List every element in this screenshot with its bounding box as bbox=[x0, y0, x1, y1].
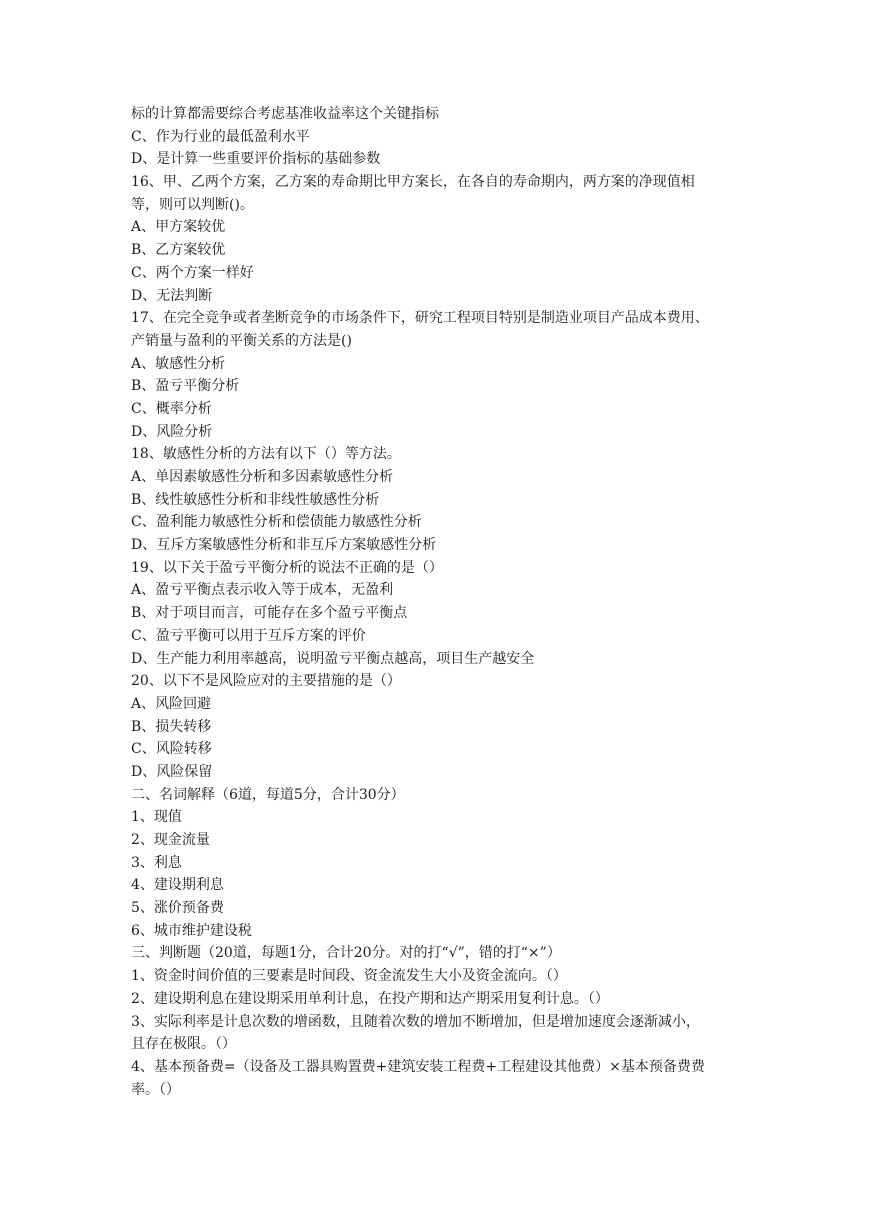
option-a: A、风险回避 bbox=[131, 695, 212, 712]
text-line: 标的计算都需要综合考虑基准收益率这个关键指标 bbox=[131, 106, 439, 122]
option-c: C、风险转移 bbox=[131, 741, 212, 758]
term-item: 6、城市维护建设税 bbox=[131, 922, 252, 939]
question-19: 19、以下关于盈亏平衡分析的说法不正确的是（） bbox=[131, 559, 443, 576]
option-b: B、对于项目而言，可能存在多个盈亏平衡点 bbox=[131, 605, 408, 622]
judgement-item: 4、基本预备费=（设备及工器具购置费+建筑安装工程费+工程建设其他费）×基本预备费费 bbox=[131, 1058, 705, 1075]
option-a: A、敏感性分析 bbox=[131, 355, 226, 372]
section-heading: 三、判断题（20道，每题1分，合计20分。对的打“√”，错的打“×”） bbox=[131, 945, 561, 962]
question-16-cont: 等，则可以判断()。 bbox=[131, 196, 254, 213]
term-item: 4、建设期利息 bbox=[131, 877, 224, 894]
term-item: 1、现值 bbox=[131, 809, 182, 826]
question-18: 18、敏感性分析的方法有以下（）等方法。 bbox=[131, 446, 401, 463]
option-c: C、作为行业的最低盈利水平 bbox=[131, 128, 310, 145]
term-item: 3、利息 bbox=[131, 854, 182, 871]
option-d: D、风险分析 bbox=[131, 423, 213, 440]
option-d: D、无法判断 bbox=[131, 287, 213, 304]
option-b: B、乙方案较优 bbox=[131, 242, 226, 259]
judgement-item: 3、实际利率是计息次数的增函数，且随着次数的增加不断增加，但是增加速度会逐渐减小， bbox=[131, 1013, 700, 1030]
option-d: D、互斥方案敏感性分析和非互斥方案敏感性分析 bbox=[131, 537, 437, 554]
option-b: B、线性敏感性分析和非线性敏感性分析 bbox=[131, 491, 380, 508]
judgement-item: 2、建设期利息在建设期采用单利计息，在投产期和达产期采用复利计息。（） bbox=[131, 990, 609, 1007]
judgement-item: 1、资金时间价值的三要素是时间段、资金流发生大小及资金流向。（） bbox=[131, 968, 567, 985]
judgement-item-cont: 且存在极限。（） bbox=[131, 1036, 236, 1053]
option-d: D、风险保留 bbox=[131, 763, 213, 780]
option-a: A、单因素敏感性分析和多因素敏感性分析 bbox=[131, 469, 394, 485]
term-item: 5、涨价预备费 bbox=[131, 900, 224, 917]
question-20: 20、以下不是风险应对的主要措施的是（） bbox=[131, 673, 401, 690]
option-b: B、盈亏平衡分析 bbox=[131, 378, 240, 395]
judgement-item-cont: 率。（） bbox=[131, 1081, 180, 1098]
question-17: 17、在完全竞争或者垄断竞争的市场条件下，研究工程项目特别是制造业项目产品成本费用、 bbox=[131, 310, 709, 327]
option-d: D、生产能力利用率越高，说明盈亏平衡点越高，项目生产越安全 bbox=[131, 650, 535, 667]
option-c: C、概率分析 bbox=[131, 400, 212, 417]
term-item: 2、现金流量 bbox=[131, 832, 210, 848]
option-d: D、是计算一些重要评价指标的基础参数 bbox=[131, 151, 381, 168]
option-a: A、甲方案较优 bbox=[131, 219, 226, 236]
question-17-cont: 产销量与盈利的平衡关系的方法是() bbox=[131, 332, 352, 349]
document-page bbox=[131, 103, 751, 1101]
option-a: A、盈亏平衡点表示收入等于成本，无盈利 bbox=[131, 582, 394, 599]
option-c: C、盈利能力敏感性分析和偿债能力敏感性分析 bbox=[131, 514, 422, 531]
option-b: B、损失转移 bbox=[131, 718, 212, 735]
option-c: C、两个方案一样好 bbox=[131, 264, 254, 281]
section-heading: 二、名词解释（6道，每道5分，合计30分） bbox=[131, 786, 405, 803]
question-16: 16、甲、乙两个方案，乙方案的寿命期比甲方案长，在各自的寿命期内，两方案的净现值相 bbox=[131, 174, 695, 191]
option-c: C、盈亏平衡可以用于互斥方案的评价 bbox=[131, 627, 366, 644]
